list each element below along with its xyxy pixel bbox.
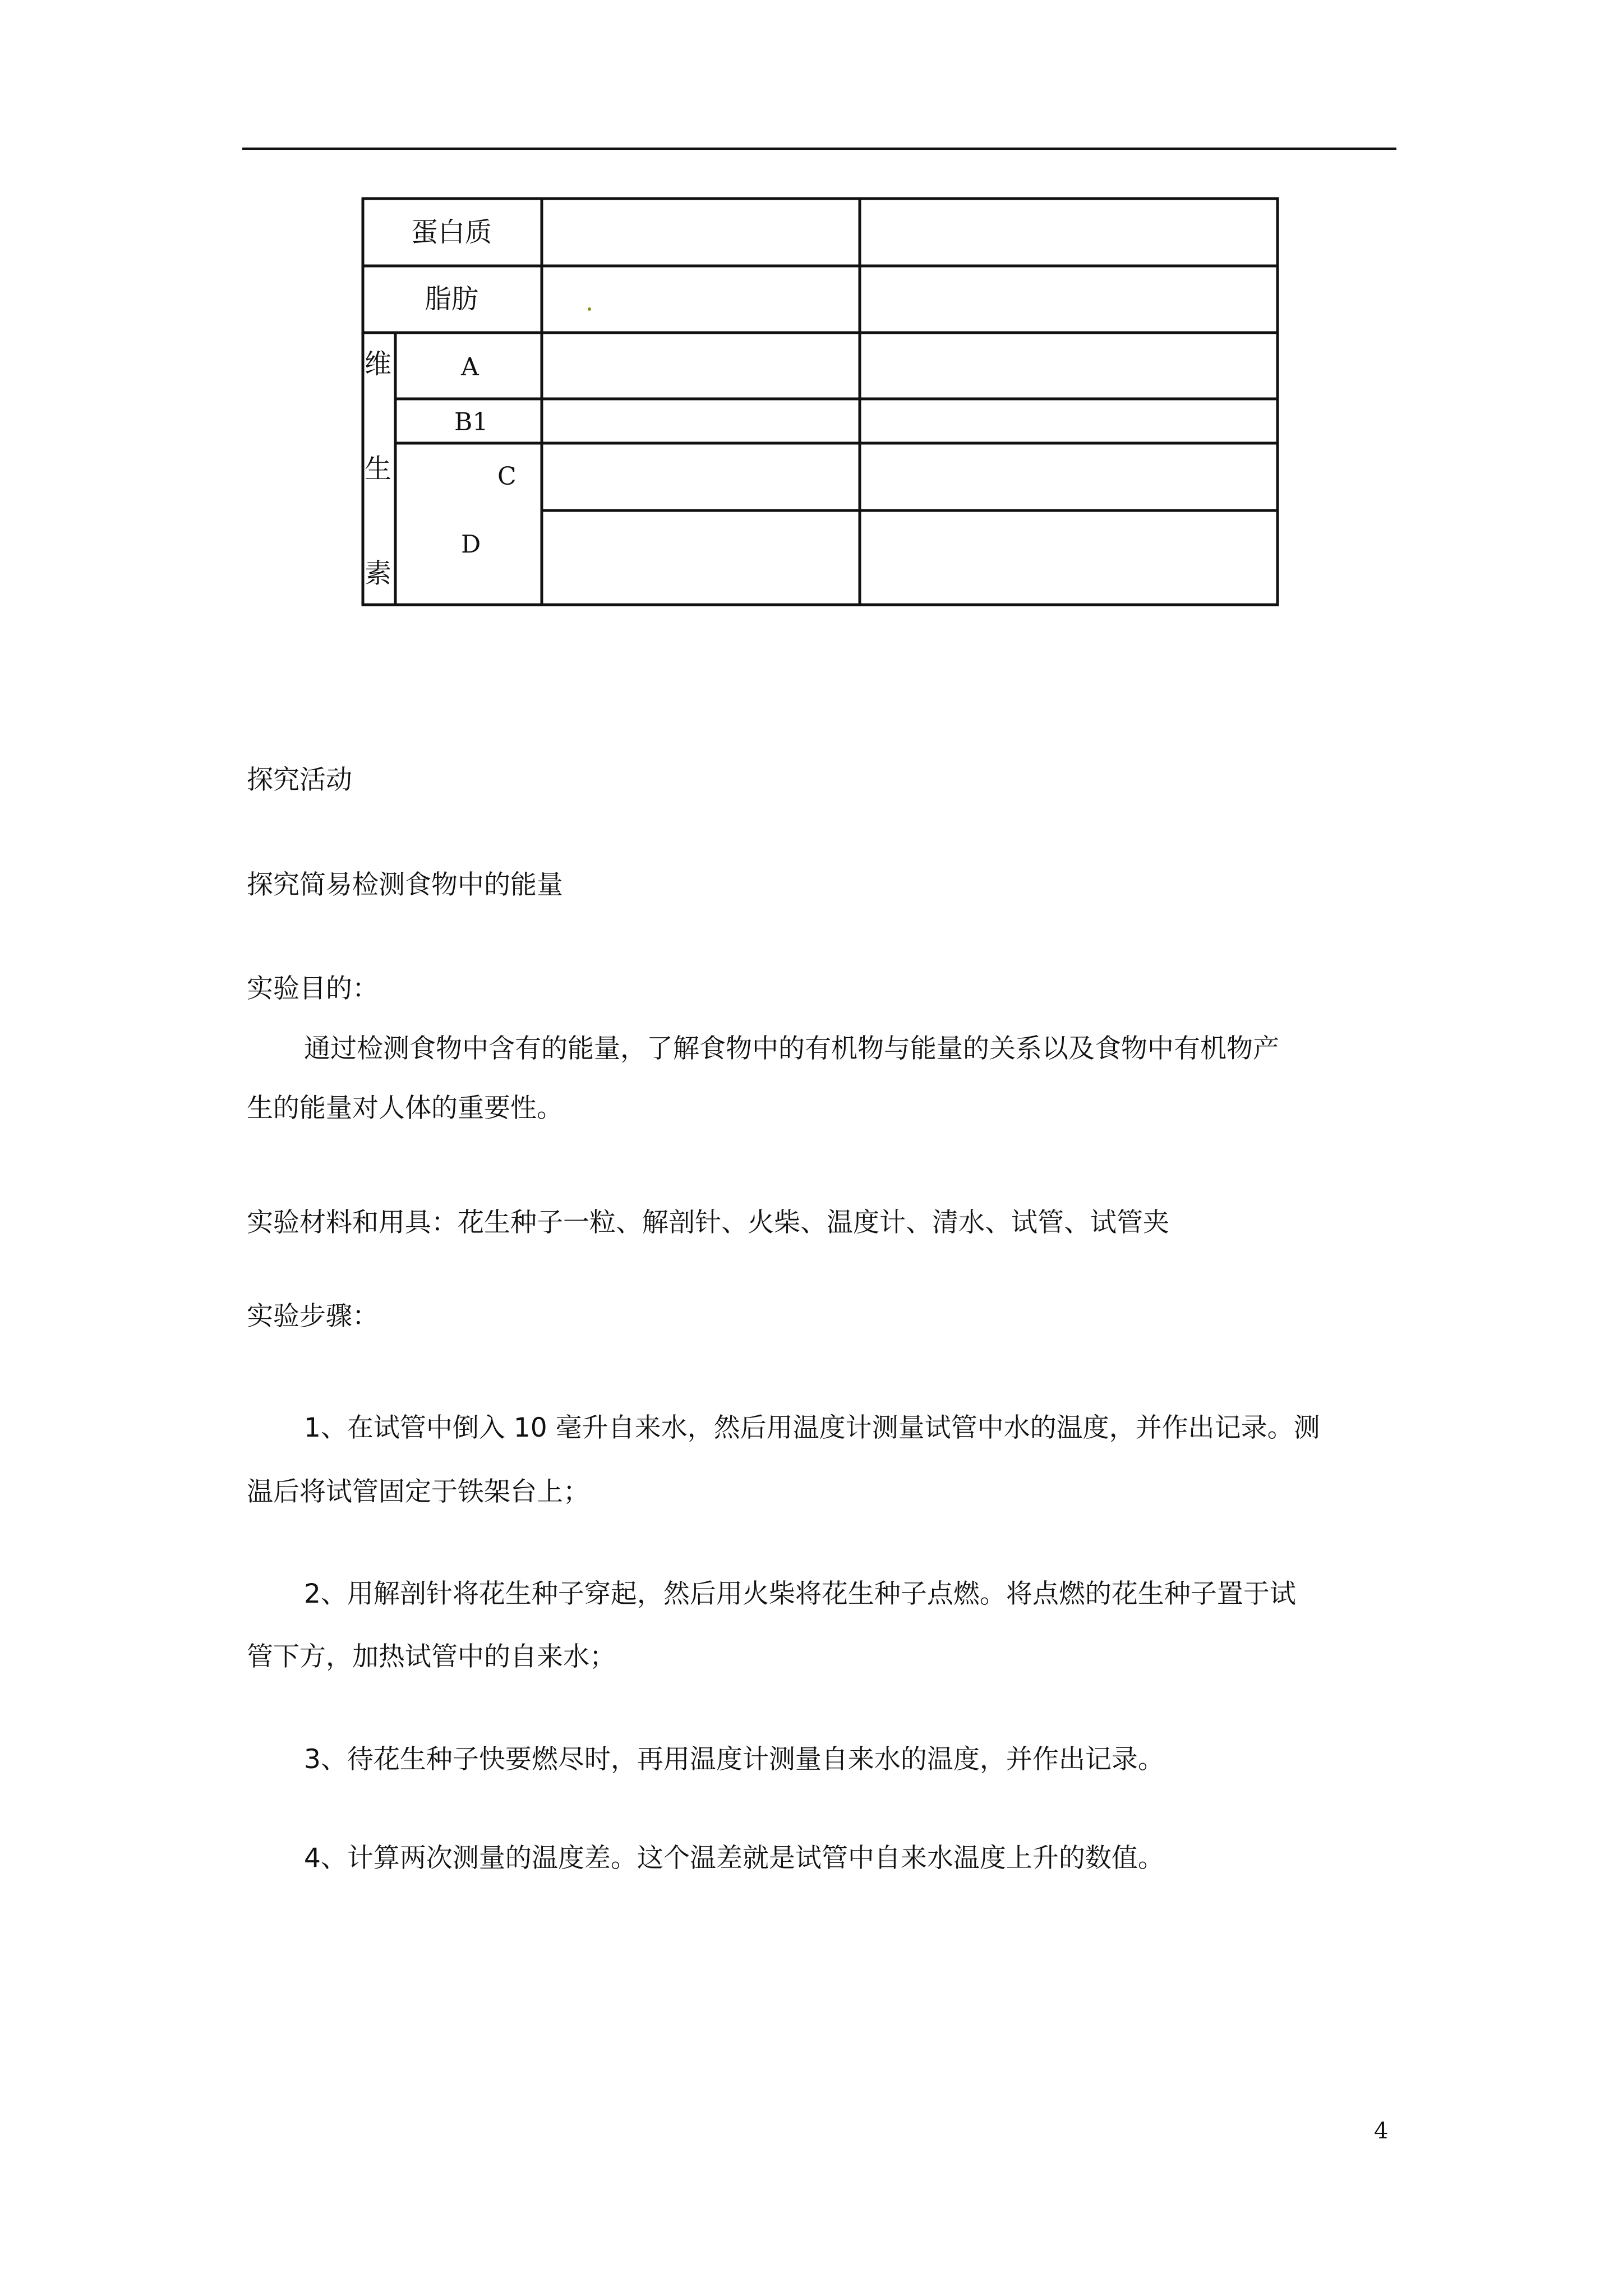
vitamin-a-label: A — [461, 353, 479, 381]
vitamin-group-char-1: 维 — [365, 348, 392, 380]
page-number: 4 — [1374, 2118, 1389, 2144]
step-4-line-1: 4、计算两次测量的温度差。这个温差就是试管中自来水温度上升的数值。 — [304, 1843, 1164, 1874]
stray-mark — [588, 307, 591, 311]
section-heading: 探究活动 — [247, 765, 352, 795]
vitamin-group-char-2: 生 — [365, 453, 392, 485]
steps-label: 实验步骤： — [247, 1301, 379, 1332]
step-1-line-2: 温后将试管固定于铁架台上； — [247, 1476, 589, 1507]
experiment-title: 探究简易检测食物中的能量 — [247, 869, 563, 900]
purpose-line-1: 通过检测食物中含有的能量，了解食物中的有机物与能量的关系以及食物中有机物产 — [304, 1033, 1279, 1064]
vitamin-group-char-3: 素 — [365, 558, 392, 589]
row-label-protein: 蛋白质 — [411, 217, 492, 248]
step-2-line-2: 管下方，加热试管中的自来水； — [247, 1641, 616, 1672]
vitamin-d-label: D — [461, 530, 481, 559]
materials-text: 实验材料和用具：花生种子一粒、解剖针、火柴、温度计、清水、试管、试管夹 — [247, 1207, 1169, 1238]
step-3-line-1: 3、待花生种子快要燃尽时，再用温度计测量自来水的温度，并作出记录。 — [304, 1744, 1164, 1775]
step-2-line-1: 2、用解剖针将花生种子穿起，然后用火柴将花生种子点燃。将点燃的花生种子置于试 — [304, 1579, 1296, 1609]
purpose-label: 实验目的： — [247, 973, 379, 1004]
vitamin-b1-label: B1 — [454, 408, 488, 436]
row-label-fat: 脂肪 — [425, 283, 479, 315]
purpose-line-2: 生的能量对人体的重要性。 — [247, 1093, 563, 1124]
step-1-line-1: 1、在试管中倒入 10 毫升自来水，然后用温度计测量试管中水的温度，并作出记录。测 — [304, 1412, 1320, 1443]
vitamin-c-label: C — [497, 462, 517, 491]
